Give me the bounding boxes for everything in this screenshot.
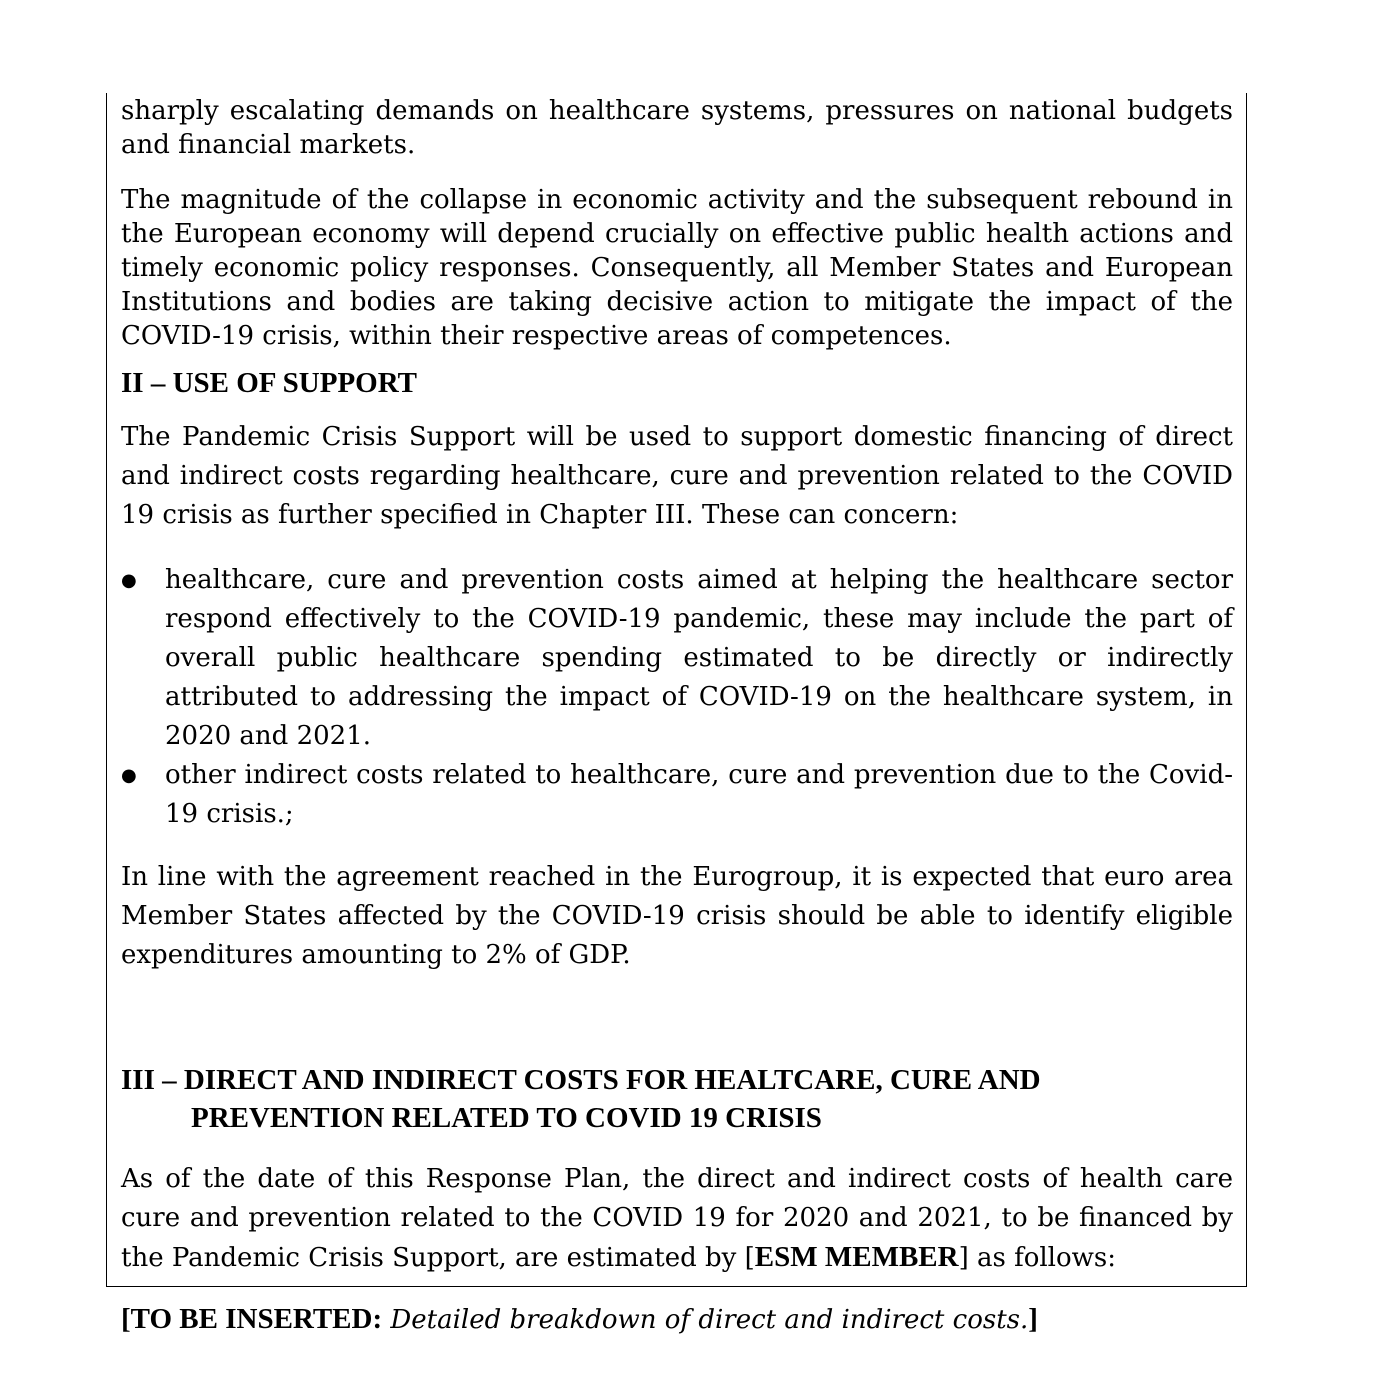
list-item-text: other indirect costs related to healthcare, cure and prevention due to the Covid-19 crisis.; <box>165 760 1233 829</box>
insert-close: ] <box>1028 1303 1038 1335</box>
heading-costs-line-2: PREVENTION RELATED TO COVID 19 CRISIS <box>191 1102 822 1134</box>
insert-text: Detailed breakdown of direct and indirect costs. <box>390 1305 1029 1335</box>
heading-costs-line-1: III – DIRECT AND INDIRECT COSTS FOR HEALTCARE, CURE AND <box>121 1064 1041 1096</box>
response-text-before: As of the date of this Response Plan, the direct and indirect costs of health care cure and prevention related to the COVID 19 for 2020 and 2021, to be financed by the Pandemic Crisis Support, are estimated by [ <box>121 1164 1233 1273</box>
paragraph-continued: sharply escalating demands on healthcare systems, pressures on national budgets and financial markets. <box>121 96 1233 160</box>
document-content <box>121 92 1233 1340</box>
paragraph-response-plan <box>121 1160 1233 1278</box>
insert-label: [TO BE INSERTED: <box>121 1303 383 1335</box>
heading-direct-indirect-costs <box>121 1061 1233 1137</box>
bullet-icon: ● <box>121 570 137 591</box>
bullet-list <box>121 561 1233 834</box>
response-text-after: ] as follows: <box>958 1243 1117 1273</box>
list-item-text: healthcare, cure and prevention costs aimed at helping the healthcare sector respond effectively to the COVID-19 pandemic, these may include the part of overall public healthcare spending estimated to be directly or indirectly attributed to addressing the impact of COVID-19 on the healthcare system, in 2020 and 2021. <box>165 565 1233 751</box>
paragraph-support: The Pandemic Crisis Support will be used to support domestic financing of direct and indirect costs regarding healthcare, cure and prevention related to the COVID 19 crisis as further specified in Chapter III. These can concern: <box>121 422 1233 530</box>
paragraph-eurogroup: In line with the agreement reached in the Eurogroup, it is expected that euro area Member States affected by the COVID-19 crisis should be able to identify eligible expenditures amounting to 2% of GDP. <box>121 862 1233 970</box>
bullet-icon: ● <box>121 765 137 786</box>
paragraph-magnitude: The magnitude of the collapse in economic activity and the subsequent rebound in the European economy will depend crucially on effective public health actions and timely economic policy responses. Consequently, all Member States and European Institutions and bodies are taking decisive action to mitigate the impact of the COVID-19 crisis, within their respective areas of competences. <box>121 185 1233 351</box>
esm-member-placeholder: ESM MEMBER <box>754 1241 959 1273</box>
heading-use-of-support: II – USE OF SUPPORT <box>121 367 418 399</box>
list-item <box>121 561 1233 756</box>
list-item <box>121 756 1233 834</box>
paragraph-to-be-inserted <box>121 1300 1233 1340</box>
